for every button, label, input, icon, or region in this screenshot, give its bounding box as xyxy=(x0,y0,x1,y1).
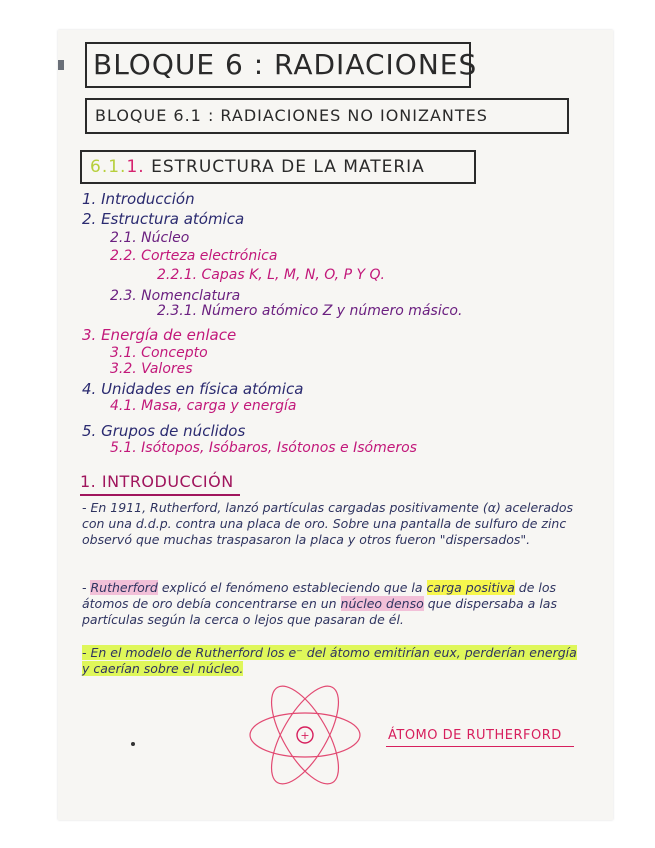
section-heading: 1. INTRODUCCIÓN xyxy=(80,472,234,491)
toc-item: 3. Energía de enlace xyxy=(82,326,237,344)
p2-text: - xyxy=(82,580,91,595)
section-title-text: ESTRUCTURA DE LA MATERIA xyxy=(151,157,425,177)
toc-item: 2.1. Núcleo xyxy=(110,230,190,246)
p2-highlight: Rutherford xyxy=(90,580,158,595)
toc-item: 3.2. Valores xyxy=(110,361,193,377)
atom-drawing xyxy=(240,680,370,790)
toc-item: 2.3.1. Número atómico Z y número másico. xyxy=(157,303,463,319)
nucleus-sign: + xyxy=(300,729,310,742)
toc-item: 4.1. Masa, carga y energía xyxy=(110,398,297,414)
p3-highlight: - En el modelo de Rutherford los e⁻ del átomo emitirían xyxy=(82,645,434,660)
subblock-title: BLOQUE 6.1 : RADIACIONES NO IONIZANTES xyxy=(85,98,569,134)
p2-text: explicó el fenómeno estableciendo que la xyxy=(157,580,427,595)
paragraph-1: - En 1911, Rutherford, lanzó partículas cargadas positivamente (α) acelerados con una d.d.p. contra una placa de oro. Sobre una pantalla de sulfuro de zinc observó que muchas traspasaron la placa y otros fueron "dispersados". xyxy=(82,500,574,547)
toc-item: 2.2.1. Capas K, L, M, N, O, P Y Q. xyxy=(157,267,385,283)
toc-item: 5. Grupos de núclidos xyxy=(82,422,246,440)
ink-dot xyxy=(131,742,135,746)
toc-item: 1. Introducción xyxy=(82,190,195,208)
binder-mark xyxy=(58,60,64,70)
block-title: BLOQUE 6 : RADIACIONES xyxy=(85,42,471,88)
p2-text: que dispersaba a las partículas según la cerca o lejos que pasaran de él. xyxy=(82,596,557,627)
toc-item: 2. Estructura atómica xyxy=(82,210,245,228)
p3-highlight: eux, perderían energía y caerían sobre el núcleo. xyxy=(82,645,577,676)
section-number-b: 1. xyxy=(126,157,145,177)
paragraph-2 xyxy=(82,580,587,628)
toc-item: 2.3. Nomenclatura xyxy=(110,288,241,304)
toc-item: 5.1. Isótopos, Isóbaros, Isótonos e Isómeros xyxy=(110,440,417,456)
heading-underline xyxy=(80,494,240,496)
atom-label-underline xyxy=(386,746,574,747)
toc-item: 2.2. Corteza electrónica xyxy=(110,248,278,264)
section-number-a: 6.1. xyxy=(90,157,127,177)
p2-highlight: núcleo denso xyxy=(340,596,424,611)
toc-item: 4. Unidades en física atómica xyxy=(82,380,304,398)
paragraph-3 xyxy=(82,645,587,677)
p2-text: de los átomos de oro debía concentrarse en un xyxy=(82,580,556,611)
toc-item: 3.1. Concepto xyxy=(110,345,208,361)
atom-label: ÁTOMO DE RUTHERFORD xyxy=(388,728,562,743)
section-title xyxy=(80,150,476,184)
p2-highlight: carga positiva xyxy=(426,580,515,595)
